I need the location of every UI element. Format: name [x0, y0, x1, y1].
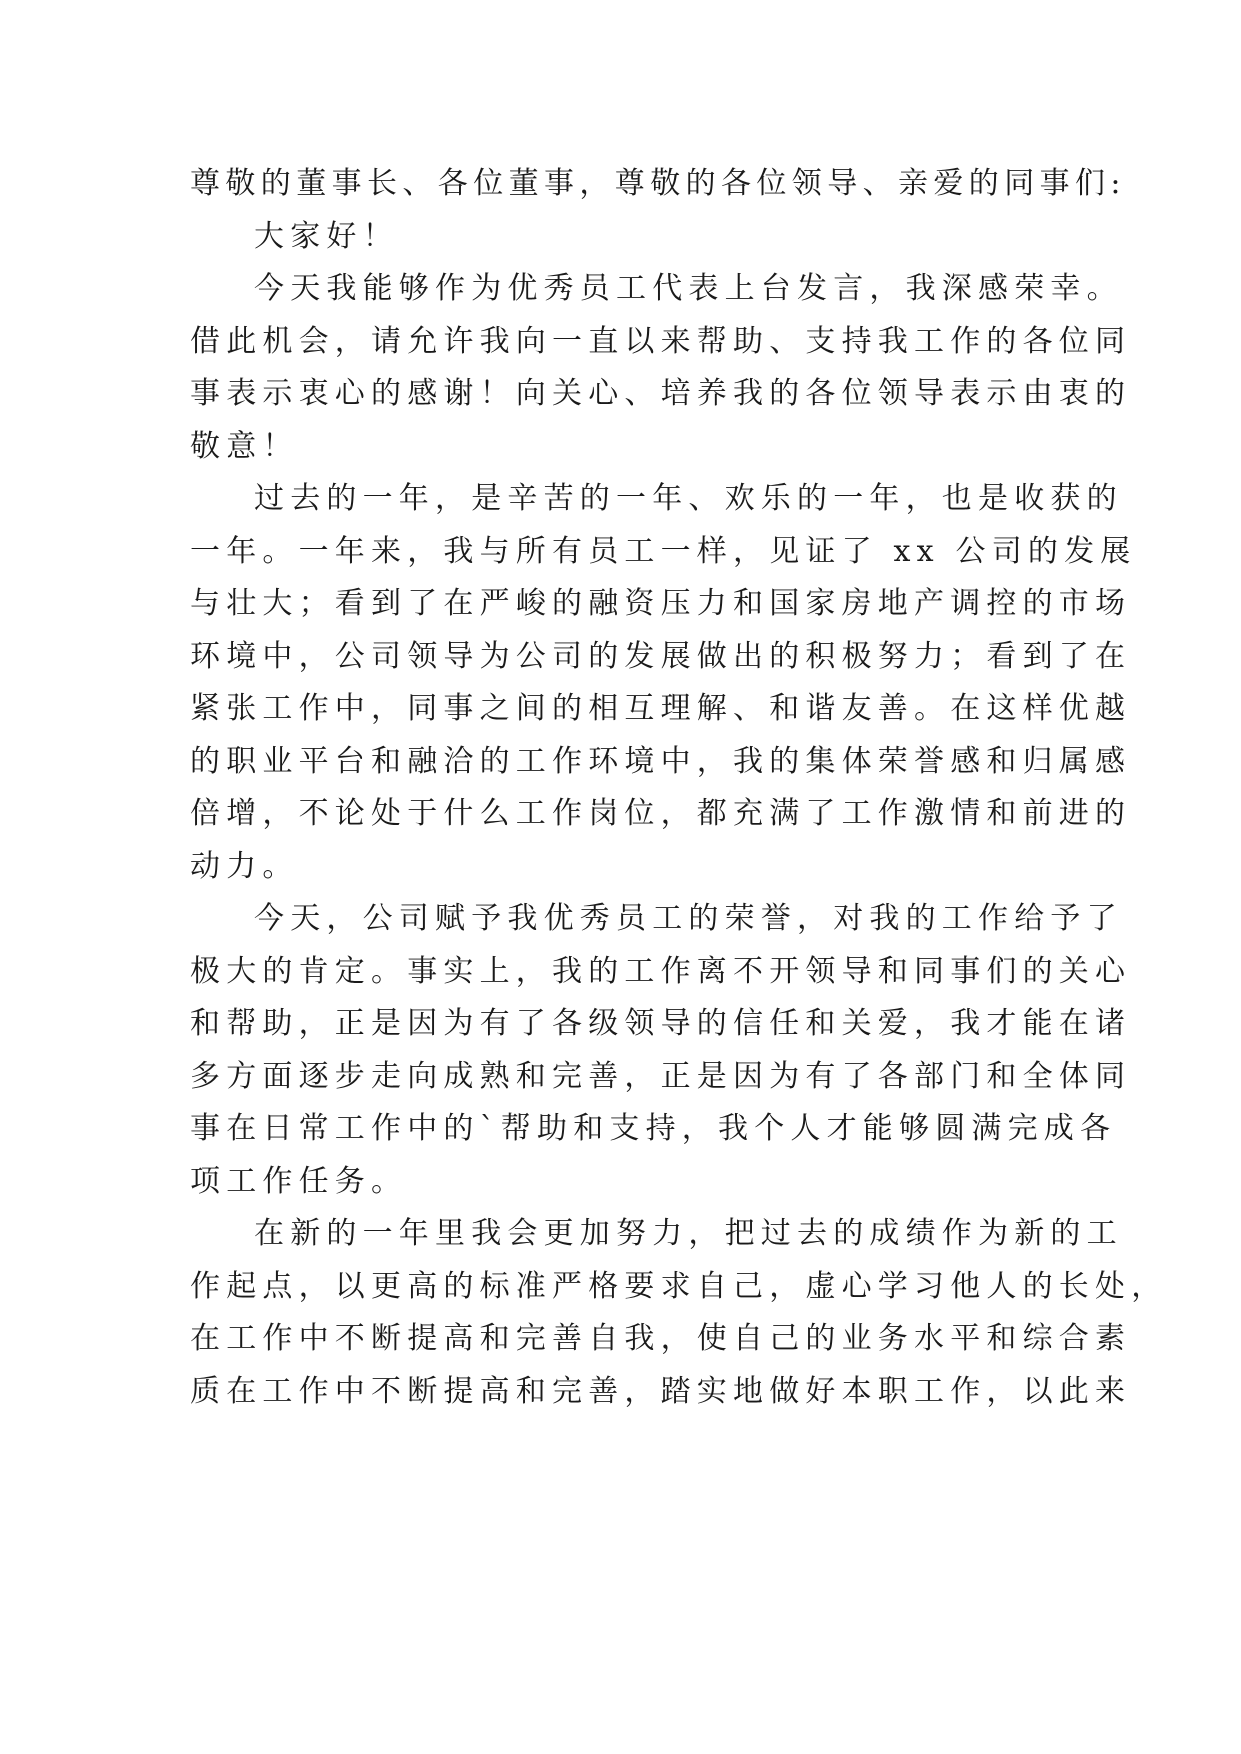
text-line: 一年。一年来，我与所有员工一样，见证了 xx 公司的发展 — [190, 533, 1137, 569]
text-line: 今天，公司赋予我优秀员工的荣誉，对我的工作给予了 — [254, 901, 1123, 936]
text-line: 在新的一年里我会更加努力，把过去的成绩作为新的工 — [254, 1216, 1123, 1251]
text-line: 环境中，公司领导为公司的发展做出的积极努力；看到了在 — [190, 638, 1132, 674]
text-line: 与壮大；看到了在严峻的融资压力和国家房地产调控的市场 — [190, 586, 1132, 621]
text-line: 事在日常工作中的`帮助和支持，我个人才能够圆满完成各 — [190, 1111, 1117, 1146]
text-line: 紧张工作中，同事之间的相互理解、和谐友善。在这样优越 — [190, 691, 1132, 726]
text-line: 大家好！ — [254, 218, 399, 254]
text-line: 项工作任务。 — [190, 1163, 408, 1199]
text-line: 多方面逐步走向成熟和完善，正是因为有了各部门和全体同 — [190, 1058, 1132, 1094]
speech-body — [190, 158, 1168, 1418]
text-line: 事表示衷心的感谢！向关心、培养我的各位领导表示由衷的 — [190, 376, 1132, 411]
text-line: 敬意！ — [190, 428, 299, 464]
text-line: 借此机会，请允许我向一直以来帮助、支持我工作的各位同 — [190, 323, 1132, 359]
text-line: 质在工作中不断提高和完善，踏实地做好本职工作，以此来 — [190, 1373, 1132, 1409]
text-line: 的职业平台和融洽的工作环境中，我的集体荣誉感和归属感 — [190, 743, 1132, 779]
text-line: 作起点，以更高的标准严格要求自己，虚心学习他人的长处， — [190, 1268, 1168, 1304]
salutation-line: 尊敬的董事长、各位董事，尊敬的各位领导、亲爱的同事们: — [190, 166, 1126, 201]
text-line: 和帮助，正是因为有了各级领导的信任和关爱，我才能在诸 — [190, 1006, 1132, 1041]
text-line: 极大的肯定。事实上，我的工作离不开领导和同事们的关心 — [190, 953, 1132, 989]
text-line: 过去的一年，是辛苦的一年、欢乐的一年，也是收获的 — [254, 481, 1123, 516]
text-line: 在工作中不断提高和完善自我，使自己的业务水平和综合素 — [190, 1321, 1132, 1356]
text-line: 今天我能够作为优秀员工代表上台发言，我深感荣幸。 — [254, 271, 1123, 306]
text-line: 倍增，不论处于什么工作岗位，都充满了工作激情和前进的 — [190, 796, 1132, 831]
text-line: 动力。 — [190, 848, 299, 884]
